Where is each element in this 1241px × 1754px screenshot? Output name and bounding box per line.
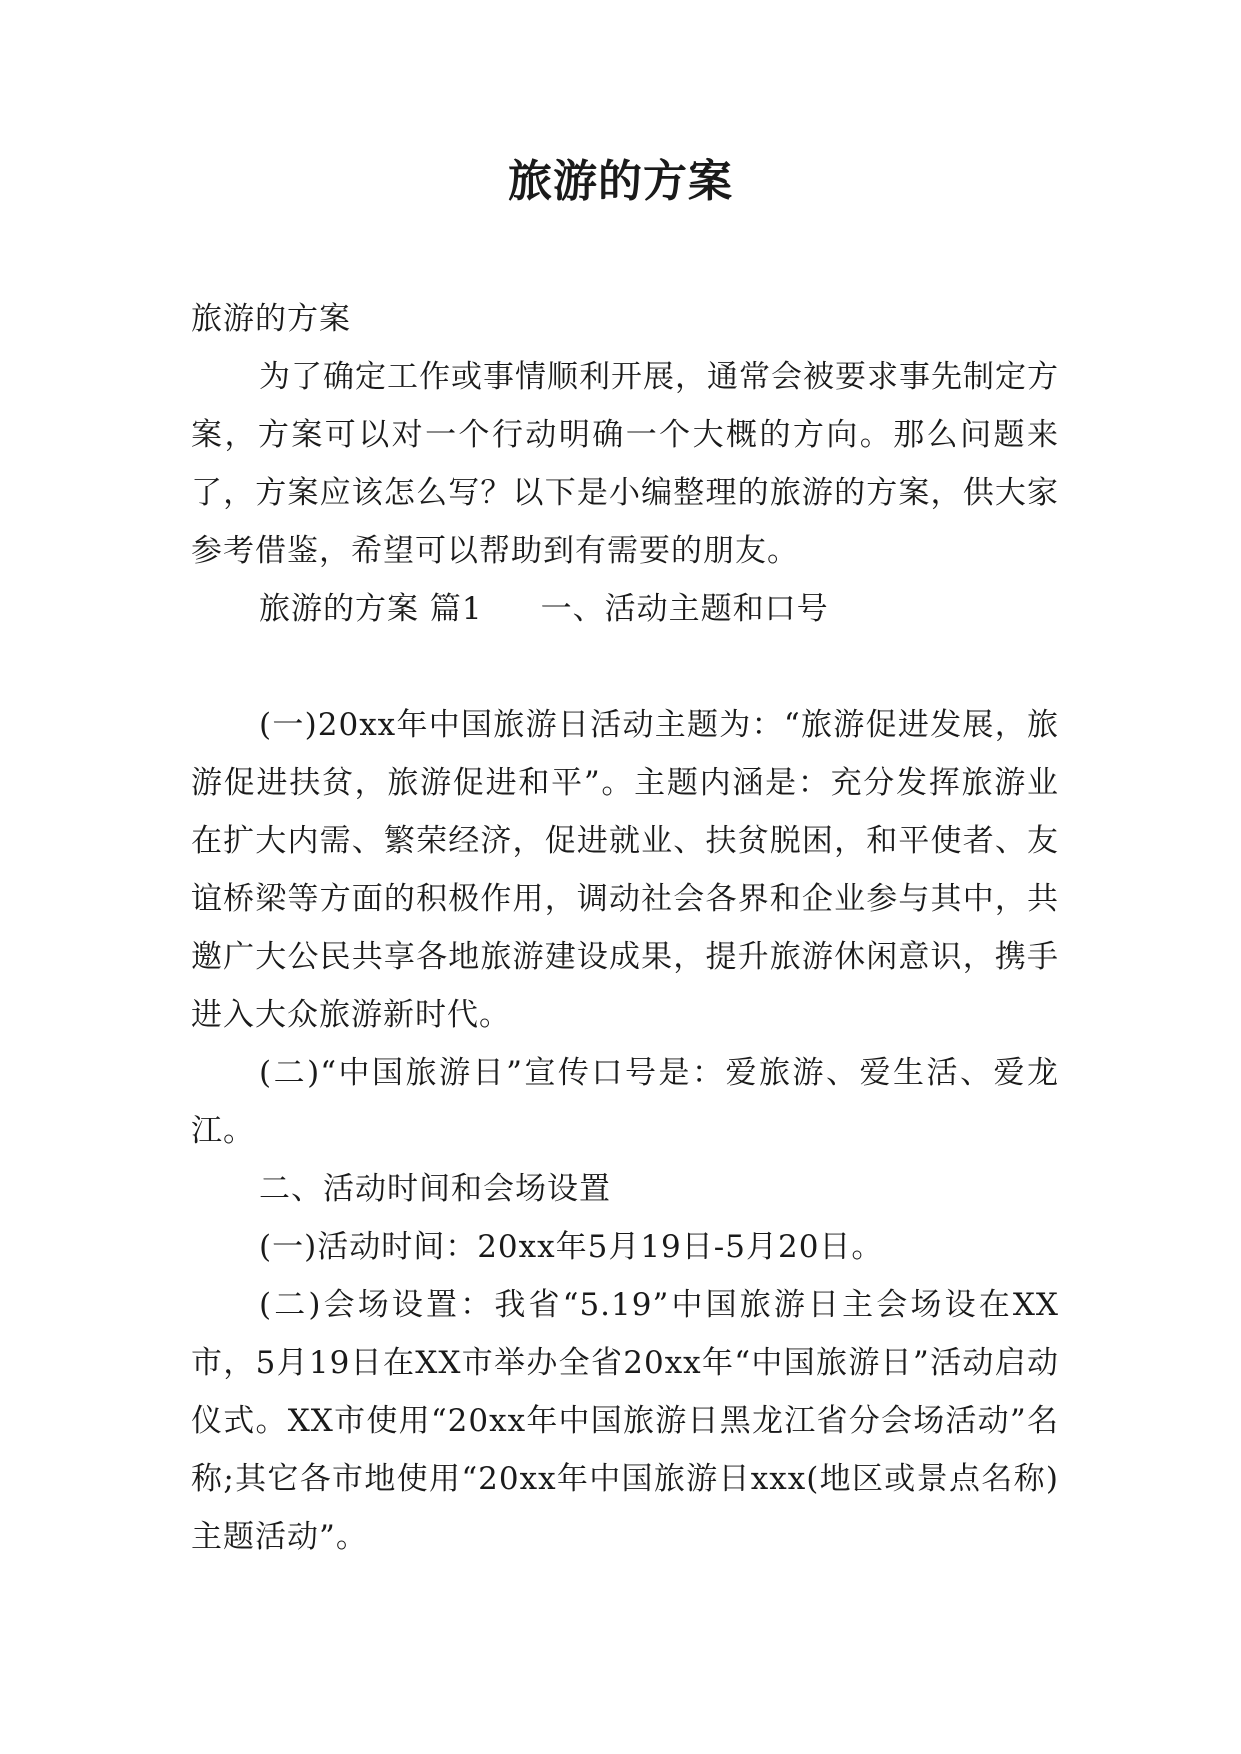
theme-paragraph: (一)20xx年中国旅游日活动主题为：“旅游促进发展，旅游促进扶贫，旅游促进和平”。主题内涵是：充分发挥旅游业在扩大内需、繁荣经济，促进就业、扶贫脱困，和平使者、友谊桥梁等方面的积极作用，调动社会各界和企业参与其中，共邀广大公民共享各地旅游建设成果，提升旅游休闲意识，携手进入大众旅游新时代。 xyxy=(191,707,1059,1033)
slogan-paragraph: (二)“中国旅游日”宣传口号是：爱旅游、爱生活、爱龙江。 xyxy=(191,1055,1059,1149)
document-body xyxy=(191,290,1059,1566)
venue-paragraph: (二)会场设置：我省“5.19”中国旅游日主会场设在XX市，5月19日在XX市举办全省20xx年“中国旅游日”活动启动仪式。XX市使用“20xx年中国旅游日黑龙江省分会场活动”名称;其它各市地使用“20xx年中国旅游日xxx(地区或景点名称)主题活动”。 xyxy=(191,1287,1059,1555)
section1-heading: 一、活动主题和口号 xyxy=(540,591,829,627)
document-subtitle: 旅游的方案 xyxy=(191,301,351,337)
activity-time-paragraph: (一)活动时间：20xx年5月19日-5月20日。 xyxy=(259,1229,884,1265)
section-heading-line xyxy=(191,580,1059,638)
section2-heading: 二、活动时间和会场设置 xyxy=(259,1171,611,1207)
intro-paragraph: 为了确定工作或事情顺利开展，通常会被要求事先制定方案，方案可以对一个行动明确一个大概的方向。那么问题来了，方案应该怎么写？以下是小编整理的旅游的方案，供大家参考借鉴，希望可以帮助到有需要的朋友。 xyxy=(191,359,1059,569)
section-label: 旅游的方案 篇1 xyxy=(259,591,483,627)
document-title: 旅游的方案 xyxy=(508,156,733,207)
